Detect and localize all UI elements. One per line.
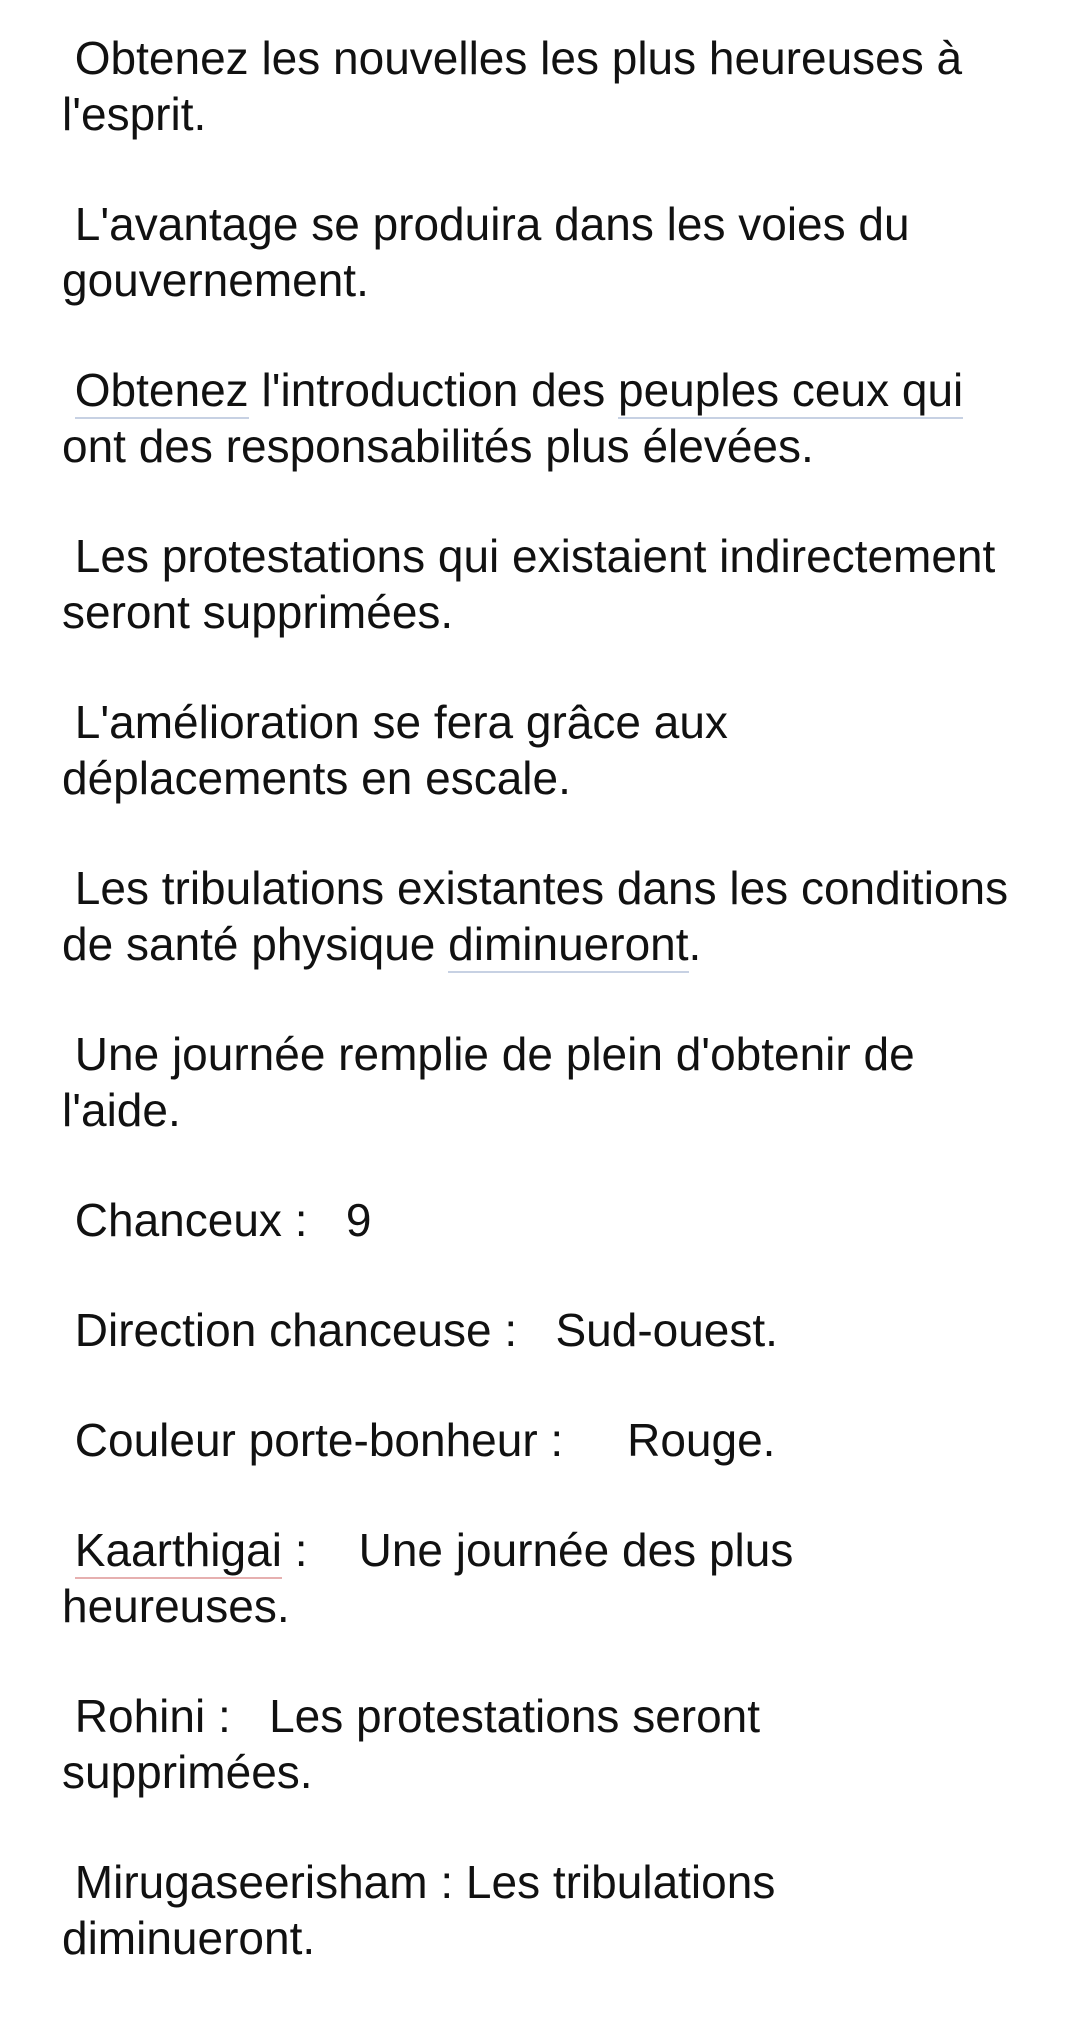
paragraph-improvement xyxy=(62,694,1022,806)
paragraph-text: Obtenez les nouvelles les plus heureuses à l'esprit. xyxy=(62,32,975,140)
underlined-phrase-peuples[interactable]: peuples ceux qui xyxy=(618,364,963,419)
lucky-number xyxy=(62,1192,1022,1248)
paragraph-text: : Une journée des plus heureuses. xyxy=(62,1524,807,1632)
paragraph-text: Mirugaseerisham : Les tribulations diminueront. xyxy=(62,1856,789,1964)
paragraph-text xyxy=(62,364,75,416)
paragraph-text: . xyxy=(688,918,702,970)
lucky-direction xyxy=(62,1302,1022,1358)
star-rohini xyxy=(62,1688,1022,1800)
paragraph-text: Les protestations qui existaient indirectement seront supprimées. xyxy=(62,530,1009,638)
underlined-word-obtenez[interactable]: Obtenez xyxy=(75,364,249,419)
paragraph-good-news xyxy=(62,30,1022,142)
star-kaarthigai xyxy=(62,1522,1022,1634)
paragraph-text: Les tribulations existantes dans les conditions de santé physique xyxy=(62,862,1021,970)
paragraph-text: Rohini : Les protestations seront supprimées. xyxy=(62,1690,773,1798)
paragraph-text: L'avantage se produira dans les voies du gouvernement. xyxy=(62,198,923,306)
paragraph-text: Direction chanceuse : Sud-ouest. xyxy=(62,1304,778,1356)
star-mirugaseerisham xyxy=(62,1854,1022,1966)
paragraph-text: Couleur porte-bonheur : Rouge. xyxy=(62,1414,776,1466)
lucky-color xyxy=(62,1412,1022,1468)
paragraph-protests xyxy=(62,528,1022,640)
paragraph-introduction xyxy=(62,362,1022,474)
paragraph-text: ont des responsabilités plus élevées. xyxy=(62,364,977,472)
paragraph-text: Une journée remplie de plein d'obtenir de l'aide. xyxy=(62,1028,928,1136)
paragraph-government-advantage xyxy=(62,196,1022,308)
paragraph-tribulations xyxy=(62,860,1022,972)
underlined-word-kaarthigai[interactable]: Kaarthigai xyxy=(75,1524,282,1579)
paragraph-text: l'introduction des xyxy=(248,364,619,416)
paragraph-help xyxy=(62,1026,1022,1138)
paragraph-text: Chanceux : 9 xyxy=(62,1194,372,1246)
paragraph-text: L'amélioration se fera grâce aux déplacements en escale. xyxy=(62,696,741,804)
horoscope-document xyxy=(62,30,1022,2020)
underlined-word-diminueront[interactable]: diminueront xyxy=(448,918,688,973)
paragraph-text xyxy=(62,1524,75,1576)
